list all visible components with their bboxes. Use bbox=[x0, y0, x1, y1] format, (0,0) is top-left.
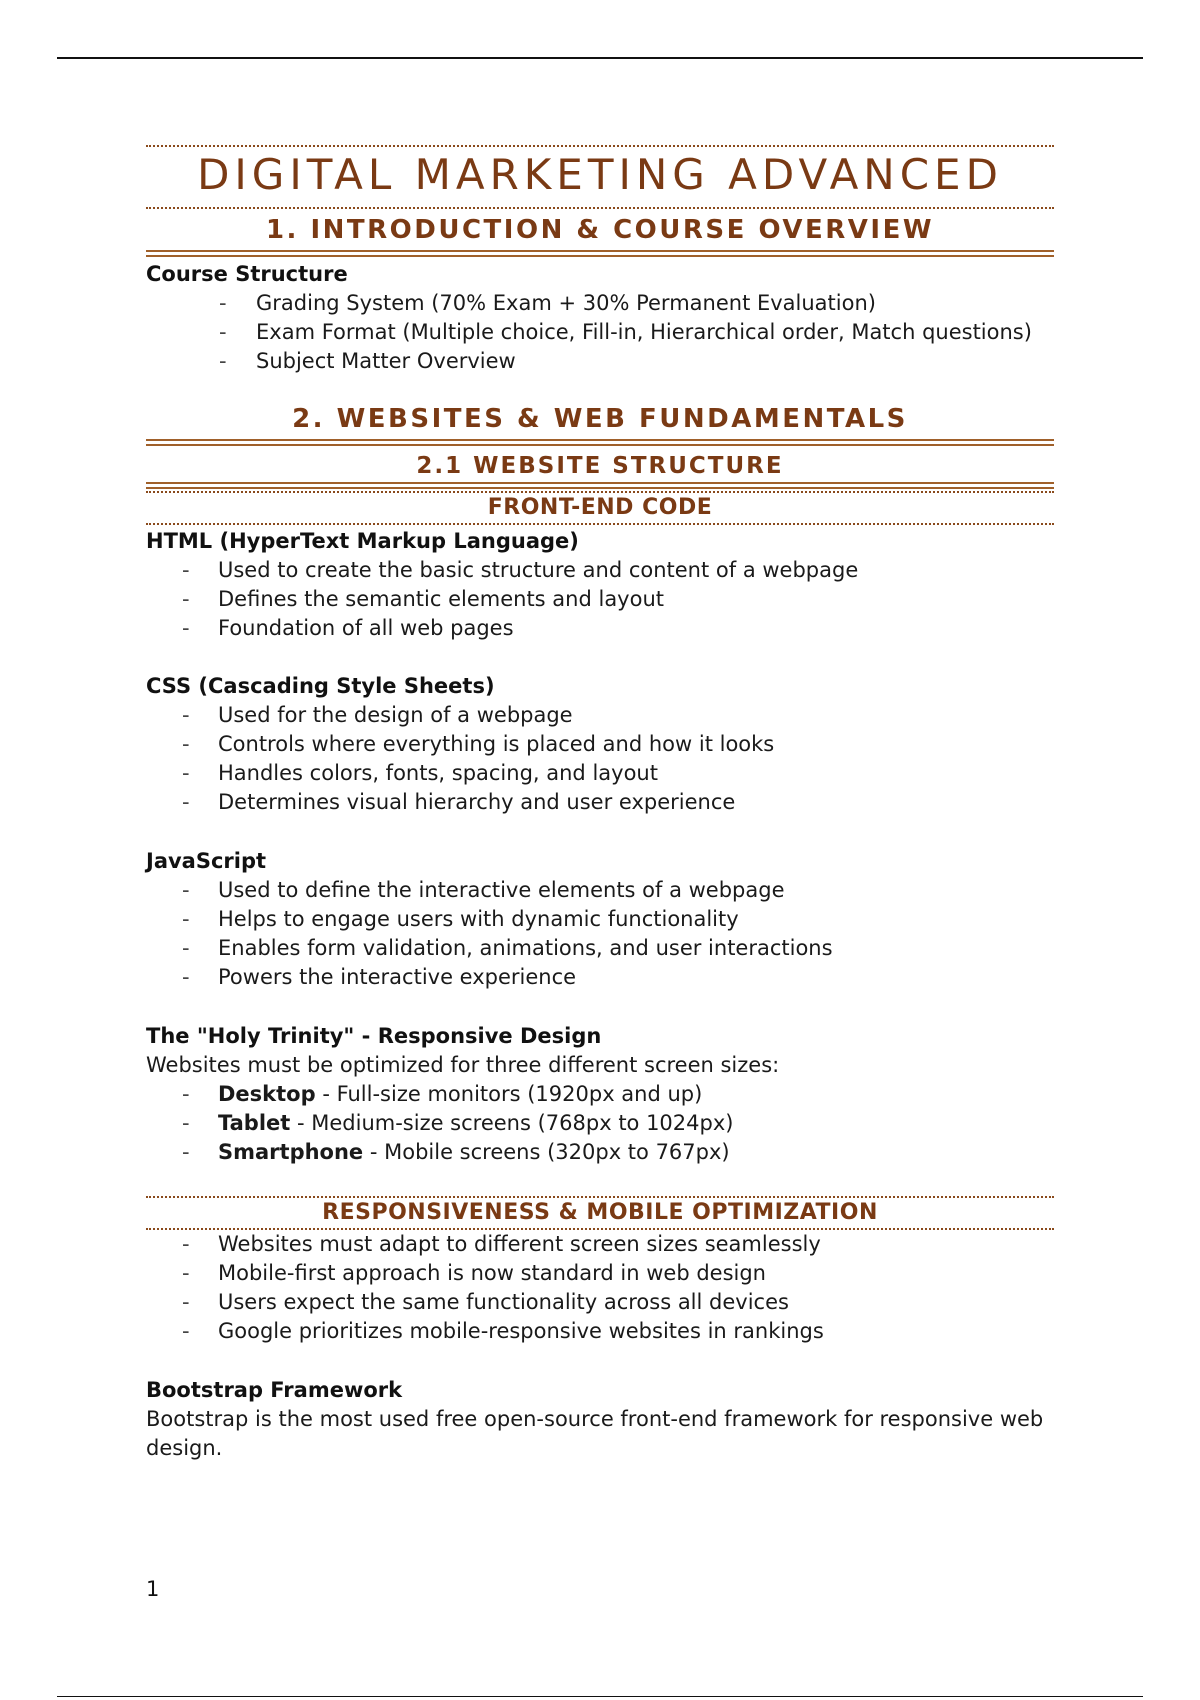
holy-trinity-heading: The "Holy Trinity" - Responsive Design bbox=[146, 1024, 602, 1048]
list-item: - Powers the interactive experience bbox=[146, 963, 1054, 992]
screen-size-term: Desktop bbox=[218, 1082, 316, 1106]
list-item: - Controls where everything is placed and how it looks bbox=[146, 730, 1054, 759]
html-list bbox=[146, 556, 1054, 643]
list-item: - Mobile-first approach is now standard in web design bbox=[146, 1259, 1054, 1288]
html-heading: HTML (HyperText Markup Language) bbox=[146, 529, 579, 553]
list-item: - Used to define the interactive elements of a webpage bbox=[146, 876, 1054, 905]
page-content bbox=[146, 145, 1054, 1463]
responsiveness-list bbox=[146, 1230, 1054, 1346]
course-structure-list bbox=[146, 289, 1054, 376]
holy-trinity-intro: Websites must be optimized for three different screen sizes: bbox=[146, 1053, 780, 1077]
front-end-heading: FRONT-END CODE bbox=[487, 495, 713, 520]
screen-size-term: Smartphone bbox=[218, 1140, 364, 1164]
css-heading: CSS (Cascading Style Sheets) bbox=[146, 674, 495, 698]
section-1-heading: 1. INTRODUCTION & COURSE OVERVIEW bbox=[265, 215, 935, 245]
list-item: - Exam Format (Multiple choice, Fill-in, Hierarchical order, Match questions) bbox=[146, 318, 1054, 347]
list-item bbox=[146, 1080, 1054, 1109]
list-item: - Google prioritizes mobile-responsive websites in rankings bbox=[146, 1317, 1054, 1346]
title-bottom-divider bbox=[146, 207, 1054, 209]
javascript-heading: JavaScript bbox=[146, 849, 267, 873]
list-item: - Users expect the same functionality across all devices bbox=[146, 1288, 1054, 1317]
list-item: - Foundation of all web pages bbox=[146, 614, 1054, 643]
responsiveness-heading: RESPONSIVENESS & MOBILE OPTIMIZATION bbox=[322, 1200, 878, 1225]
title-top-divider bbox=[146, 145, 1054, 147]
document-title: DIGITAL MARKETING ADVANCED bbox=[197, 150, 1003, 199]
page-number: 1 bbox=[146, 1577, 160, 1601]
list-item: - Subject Matter Overview bbox=[146, 347, 1054, 376]
list-item: - Handles colors, fonts, spacing, and layout bbox=[146, 759, 1054, 788]
javascript-list bbox=[146, 876, 1054, 992]
bootstrap-heading: Bootstrap Framework bbox=[146, 1378, 403, 1402]
page-top-rule bbox=[57, 57, 1143, 59]
bootstrap-text: Bootstrap is the most used free open-source front-end framework for responsive web design. bbox=[146, 1407, 1044, 1460]
screen-size-term: Tablet bbox=[218, 1111, 291, 1135]
list-item: - Helps to engage users with dynamic functionality bbox=[146, 905, 1054, 934]
list-item: - Enables form validation, animations, and user interactions bbox=[146, 934, 1054, 963]
screen-sizes-list bbox=[146, 1080, 1054, 1167]
screen-size-desc: - Mobile screens (320px to 767px) bbox=[363, 1140, 730, 1164]
screen-size-desc: - Full-size monitors (1920px and up) bbox=[315, 1082, 703, 1106]
course-structure-heading: Course Structure bbox=[146, 262, 348, 286]
front-end-bottom-divider bbox=[146, 523, 1054, 525]
css-list bbox=[146, 701, 1054, 817]
subsection-2-1-heading: 2.1 WEBSITE STRUCTURE bbox=[416, 453, 784, 479]
section-2-heading: 2. WEBSITES & WEB FUNDAMENTALS bbox=[292, 404, 908, 434]
list-item bbox=[146, 1109, 1054, 1138]
list-item: - Used for the design of a webpage bbox=[146, 701, 1054, 730]
subsection-2-1-double-rule bbox=[146, 482, 1054, 489]
list-item bbox=[146, 1138, 1054, 1167]
list-item: - Used to create the basic structure and content of a webpage bbox=[146, 556, 1054, 585]
list-item: - Grading System (70% Exam + 30% Permanent Evaluation) bbox=[146, 289, 1054, 318]
list-item: - Determines visual hierarchy and user experience bbox=[146, 788, 1054, 817]
list-item: - Websites must adapt to different screen sizes seamlessly bbox=[146, 1230, 1054, 1259]
section-1-double-rule bbox=[146, 250, 1054, 257]
section-2-double-rule bbox=[146, 439, 1054, 446]
list-item: - Defines the semantic elements and layout bbox=[146, 585, 1054, 614]
page-bottom-rule bbox=[57, 1696, 1143, 1697]
screen-size-desc: - Medium-size screens (768px to 1024px) bbox=[290, 1111, 734, 1135]
